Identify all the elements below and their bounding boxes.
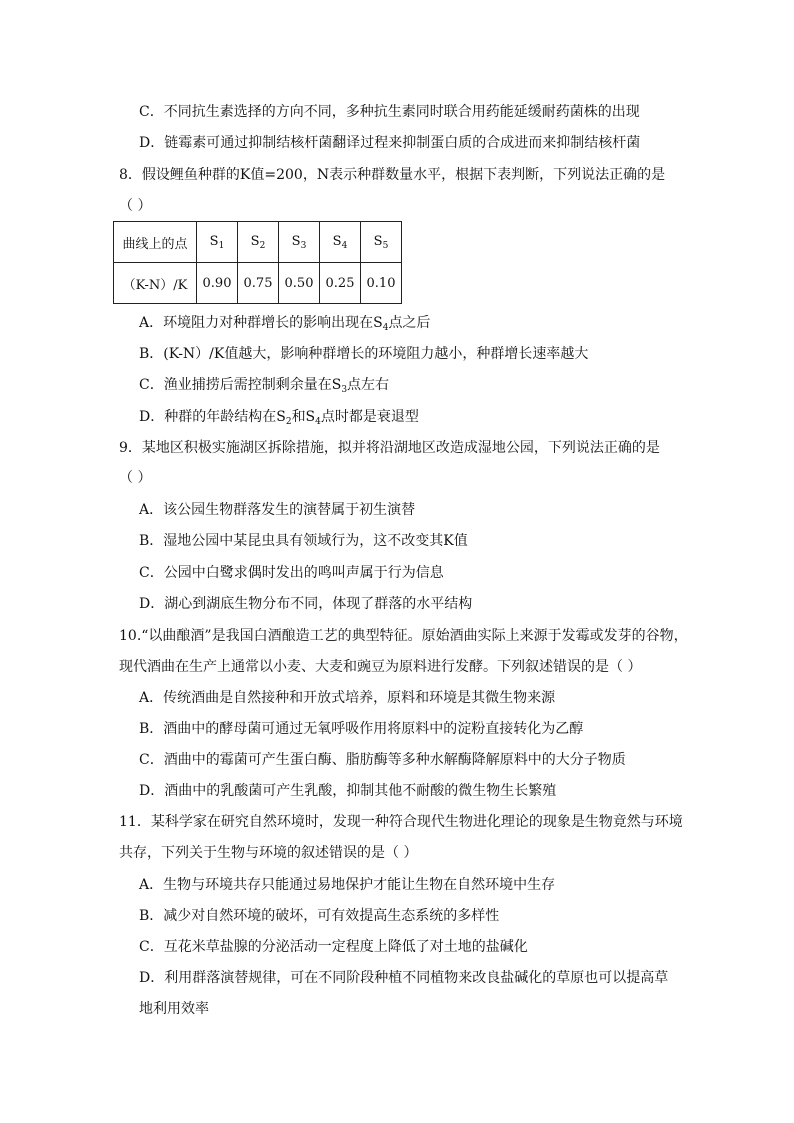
table-value: 0.10 [361, 263, 402, 304]
q8-paren: （ ） [119, 198, 152, 214]
q11-option-b: B．减少对自然环境的破坏，可有效提高生态系统的多样性 [139, 908, 500, 924]
q11-option-a: A．生物与环境共存只能通过易地保护才能让生物在自然环境中生存 [139, 877, 556, 893]
q11-option-d-line1: D．利用群落演替规律，可在不同阶段种植不同植物来改良盐碱化的草原也可以提高草 [139, 970, 669, 986]
q9-option-d: D．湖心到湖底生物分布不同，体现了群落的水平结构 [139, 596, 473, 612]
table-header-label: 曲线上的点 [114, 222, 197, 263]
table-point-s4: $S_4$ [320, 222, 361, 263]
q8-option-c: C．渔业捕捞后需控制剩余量在$S_3$点左右 [139, 377, 390, 395]
table-value: 0.25 [320, 263, 361, 304]
q11-option-c: C．互花米草盐腺的分泌活动一定程度上降低了对土地的盐碱化 [139, 939, 528, 955]
q11-stem-line1: 11．某科学家在研究自然环境时，发现一种符合现代生物进化理论的现象是生物竟然与环境 [119, 814, 683, 830]
q11-option-d-line2: 地利用效率 [139, 1001, 209, 1017]
table-value: 0.90 [197, 263, 238, 304]
q8-option-a: A．环境阻力对种群增长的影响出现在$S_4$点之后 [139, 315, 431, 333]
q9-stem: 9．某地区积极实施湖区拆除措施，拟并将沿湖地区改造成湿地公园，下列说法正确的是 [119, 440, 660, 456]
table-row [114, 263, 402, 304]
table-row [114, 222, 402, 263]
table-point-s3: $S_3$ [279, 222, 320, 263]
q7-option-c: C．不同抗生素选择的方向不同，多种抗生素同时联合用药能延缓耐药菌株的出现 [139, 104, 640, 120]
q8-option-d: D．种群的年龄结构在$S_2$和$S_4$点时都是衰退型 [139, 409, 419, 427]
q10-option-d: D．酒曲中的乳酸菌可产生乳酸，抑制其他不耐酸的微生物生长繁殖 [139, 783, 557, 799]
q10-option-c: C．酒曲中的霉菌可产生蛋白酶、脂肪酶等多种水解酶降解原料中的大分子物质 [139, 752, 626, 768]
q9-option-a: A．该公园生物群落发生的演替属于初生演替 [139, 502, 416, 518]
q8-stem: 8．假设鲤鱼种群的K值=200，N表示种群数量水平，根据下表判断，下列说法正确的是 [119, 167, 666, 183]
q10-stem-line1: 10.“以曲酿酒”是我国白酒酿造工艺的典型特征。原始酒曲实际上来源于发霉或发芽的谷物， [119, 628, 688, 644]
table-point-s5: $S_5$ [361, 222, 402, 263]
table-point-s2: $S_2$ [238, 222, 279, 263]
q8-table [113, 221, 402, 304]
q9-option-b: B．湿地公园中某昆虫具有领域行为，这不改变其K值 [139, 533, 468, 549]
q9-option-c: C．公园中白鹭求偶时发出的鸣叫声属于行为信息 [139, 565, 444, 581]
q10-option-a: A．传统酒曲是自然接种和开放式培养，原料和环境是其微生物来源 [139, 690, 556, 706]
q11-stem-line2: 共存，下列关于生物与环境的叙述错误的是（ ） [119, 845, 418, 861]
q7-option-d: D．链霉素可通过抑制结核杆菌翻译过程来抑制蛋白质的合成进而来抑制结核杆菌 [139, 135, 641, 151]
q10-stem-line2: 现代酒曲在生产上通常以小麦、大麦和豌豆为原料进行发酵。下列叙述错误的是（ ） [119, 659, 642, 675]
table-value: 0.50 [279, 263, 320, 304]
table-point-s1: $S_1$ [197, 222, 238, 263]
q10-option-b: B．酒曲中的酵母菌可通过无氧呼吸作用将原料中的淀粉直接转化为乙醇 [139, 721, 584, 737]
q9-paren: （ ） [119, 470, 152, 486]
table-row-label: （K-N）/K [114, 263, 197, 304]
q8-option-b: B．(K-N）/K值越大，影响种群增长的环境阻力越小，种群增长速率越大 [139, 346, 589, 362]
table-value: 0.75 [238, 263, 279, 304]
